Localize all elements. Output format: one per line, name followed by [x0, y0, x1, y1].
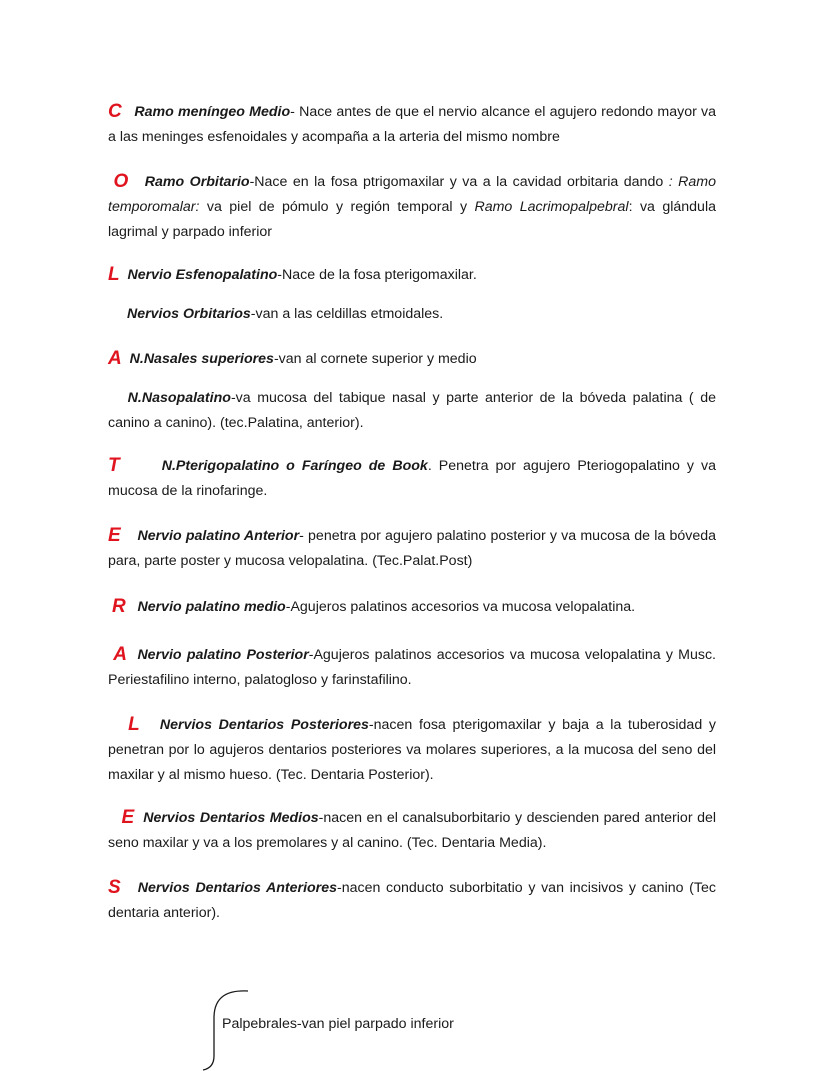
entry-italic-term: : Ramo temporomalar:: [108, 174, 716, 215]
mnemonic-letter: S: [108, 877, 121, 898]
entry-dentarios-anteriores: [108, 875, 716, 926]
mnemonic-letter: E: [121, 807, 135, 828]
entry-term: Nervios Dentarios Medios: [143, 810, 319, 826]
entry-text: -van al cornete superior y medio: [273, 351, 477, 367]
mnemonic-letter: C: [108, 101, 122, 122]
entry-term: N.Nasales superiores: [129, 351, 274, 367]
entry-palatino-anterior: [108, 523, 716, 574]
entry-term: N.Nasopalatino: [127, 390, 231, 406]
mnemonic-letter: T: [108, 455, 120, 476]
entry-term: Nervios Dentarios Posteriores: [159, 717, 369, 733]
entry-term: Nervio palatino Anterior: [137, 528, 300, 544]
entry-term: Nervio palatino Posterior: [137, 647, 309, 663]
entry-palatino-medio: [108, 594, 716, 620]
entry-palatino-posterior: [108, 642, 716, 693]
entry-text: - Nace antes de que el nervio alcance el agujero redondo mayor va a las meninges esfenoidales y acompaña a la arteria del mismo nombre: [108, 104, 716, 145]
entry-term: Ramo Orbitario: [144, 174, 250, 190]
entry-text: . Penetra por agujero Pteriogopalatino y va mucosa de la rinofaringe.: [108, 458, 716, 499]
mnemonic-letter: E: [108, 525, 121, 546]
entry-italic-term: Ramo Lacrimopalpebral: [474, 199, 629, 215]
entry-text: -Agujeros palatinos accesorios va mucosa velopalatina y Musc. Periestafilino interno, palatogloso y farinstafilino.: [108, 647, 716, 688]
entry-text: -Nace de la fosa pterigomaxilar.: [277, 267, 477, 283]
entry-text: -nacen en el canalsuborbitario y descienden pared anterior del seno maxilar y va a los premolares y al canino. (Tec. Dentaria Media).: [108, 810, 716, 851]
entry-ramo-meningeo-medio: [108, 99, 716, 150]
entry-dentarios-medios: [108, 805, 716, 856]
entry-text: -van a las celdillas etmoidales.: [250, 306, 444, 322]
entry-text: -nacen conducto suborbitatio y van incisivos y canino (Tec dentaria anterior).: [108, 880, 716, 921]
brace-note: Palpebrales-van piel parpado inferior: [222, 1016, 454, 1032]
entry-dentarios-posteriores: [108, 712, 716, 788]
entry-ramo-orbitario: [108, 169, 716, 245]
entry-term: N.Pterigopalatino o Faríngeo de Book: [161, 458, 428, 474]
entry-text: -nacen fosa pterigomaxilar y baja a la tuberosidad y penetran por lo agujeros dentarios posteriores va molares superiores, a la mucosa del seno del maxilar y al mismo hueso. (Tec. Dentaria Posterior).: [108, 717, 717, 783]
entry-text: : va glándula lagrimal y parpado inferior: [108, 199, 716, 240]
mnemonic-letter: R: [111, 596, 126, 617]
mnemonic-letter: A: [108, 348, 122, 369]
entry-nervio-esfenopalatino: [108, 262, 716, 288]
entry-term: Nervio Esfenopalatino: [127, 267, 278, 283]
mnemonic-letter: L: [128, 714, 140, 735]
entry-term: Nervios Dentarios Anteriores: [137, 880, 337, 896]
entry-text: - penetra por agujero palatino posterior y va mucosa de la bóveda para, parte poster y mucosa velopalatina. (Tec.Palat.Post): [108, 528, 717, 569]
entry-term: Nervio palatino medio: [137, 599, 286, 615]
entry-nervios-orbitarios: [108, 302, 716, 327]
entry-term: Ramo meníngeo Medio: [134, 104, 291, 120]
entry-nasales-superiores: [108, 346, 716, 372]
entry-text: -Agujeros palatinos accesorios va mucosa velopalatina.: [285, 599, 636, 615]
entry-pterigopalatino: [108, 453, 716, 504]
mnemonic-letter: A: [113, 644, 127, 665]
entry-text: va piel de pómulo y región temporal y: [199, 199, 475, 215]
mnemonic-letter: O: [113, 171, 129, 192]
entry-nasopalatino: [108, 386, 716, 436]
mnemonic-letter: L: [108, 264, 120, 285]
entry-term: Nervios Orbitarios: [127, 306, 251, 322]
entry-text: -Nace en la fosa ptrigomaxilar y va a la cavidad orbitaria dando: [249, 174, 669, 190]
entry-text: -va mucosa del tabique nasal y parte anterior de la bóveda palatina ( de canino a canino). (tec.Palatina, anterior).: [108, 390, 716, 431]
